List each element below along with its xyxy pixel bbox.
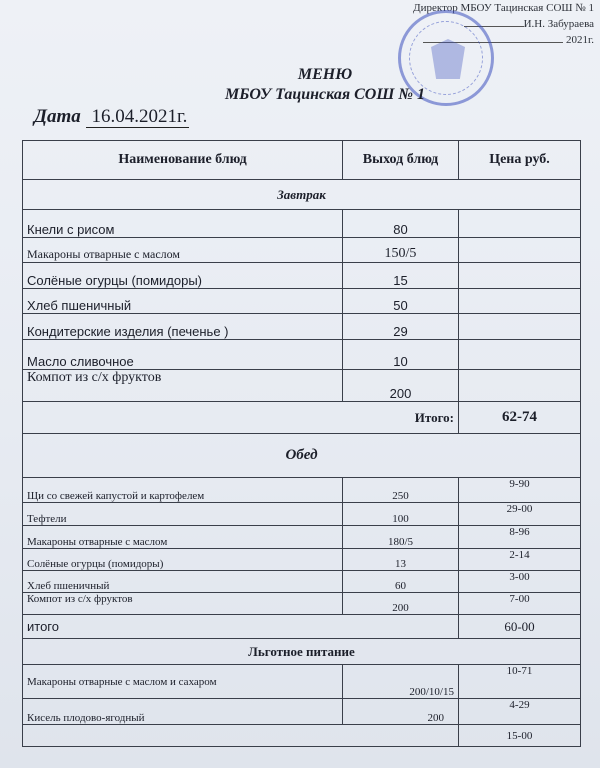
dish-name: Хлеб пшеничный xyxy=(23,289,343,314)
dish-name: Макароны отварные с маслом xyxy=(23,238,343,263)
section-row-breakfast xyxy=(23,180,581,210)
table-row xyxy=(23,571,581,593)
menu-table xyxy=(22,140,581,747)
dish-yield: 200 xyxy=(343,699,459,725)
dish-price xyxy=(459,289,581,314)
table-row xyxy=(23,526,581,549)
dish-name: Тефтели xyxy=(23,503,343,526)
date-value: 16.04.2021г. xyxy=(86,106,190,128)
table-row xyxy=(23,238,581,263)
dish-price: 10-71 xyxy=(459,665,581,699)
dish-price: 9-90 xyxy=(459,478,581,503)
dish-yield: 150/5 xyxy=(343,238,459,263)
dish-name: Солёные огурцы (помидоры) xyxy=(23,263,343,289)
dish-price: 2-14 xyxy=(459,549,581,571)
total-label: Итого: xyxy=(23,402,459,434)
table-row xyxy=(23,503,581,526)
dish-name: Компот из с/х фруктов xyxy=(23,593,343,615)
dish-yield: 60 xyxy=(343,571,459,593)
table-row xyxy=(23,593,581,615)
dish-yield: 50 xyxy=(343,289,459,314)
table-row xyxy=(23,370,581,402)
dish-name: Кондитерские изделия (печенье ) xyxy=(23,314,343,340)
table-row xyxy=(23,289,581,314)
dish-price xyxy=(459,370,581,402)
table-row xyxy=(23,314,581,340)
table-row xyxy=(23,263,581,289)
dish-yield: 15 xyxy=(343,263,459,289)
dish-yield: 200 xyxy=(343,593,459,615)
table-row xyxy=(23,340,581,370)
approval-year: 2021г. xyxy=(565,34,594,46)
section-title-lunch: Обед xyxy=(23,434,581,478)
section-title-breakfast: Завтрак xyxy=(23,180,581,210)
table-row xyxy=(23,210,581,238)
table-row xyxy=(23,549,581,571)
total-label: итого xyxy=(23,615,459,639)
total-row-lunch xyxy=(23,615,581,639)
dish-price xyxy=(459,263,581,289)
dish-yield: 180/5 xyxy=(343,526,459,549)
dish-yield: 200/10/15 xyxy=(343,665,459,699)
dish-price: 8-96 xyxy=(459,526,581,549)
dish-name: Компот из с/х фруктов xyxy=(23,370,343,402)
dish-price xyxy=(459,210,581,238)
dish-name: Хлеб пшеничный xyxy=(23,571,343,593)
column-header-name: Наименование блюд xyxy=(23,141,343,180)
column-header-yield: Выход блюд xyxy=(343,141,459,180)
section-row-lunch xyxy=(23,434,581,478)
dish-name: Макароны отварные с маслом и сахаром xyxy=(23,665,343,699)
dish-price: 7-00 xyxy=(459,593,581,615)
menu-title: МЕНЮ xyxy=(297,66,353,83)
total-row-benefit xyxy=(23,725,581,747)
dish-price xyxy=(459,340,581,370)
dish-name: Кнели с рисом xyxy=(23,210,343,238)
dish-name: Щи со свежей капустой и картофелем xyxy=(23,478,343,503)
dish-name: Солёные огурцы (помидоры) xyxy=(23,549,343,571)
total-row-breakfast xyxy=(23,402,581,434)
dish-price xyxy=(459,314,581,340)
approval-name: И.Н. Забураева xyxy=(523,18,594,30)
table-row xyxy=(23,699,581,725)
dish-yield: 200 xyxy=(343,370,459,402)
column-header-price: Цена руб. xyxy=(459,141,581,180)
approval-director: Директор МБОУ Тацинская СОШ № 1 xyxy=(413,2,594,14)
menu-date xyxy=(34,106,189,128)
school-name: МБОУ Тацинская СОШ № 1 xyxy=(225,86,425,103)
dish-yield: 10 xyxy=(343,340,459,370)
dish-yield: 100 xyxy=(343,503,459,526)
total-value: 15-00 xyxy=(459,725,581,747)
dish-yield: 250 xyxy=(343,478,459,503)
total-value: 62-74 xyxy=(459,402,581,434)
table-row xyxy=(23,665,581,699)
dish-name: Масло сливочное xyxy=(23,340,343,370)
dish-yield: 13 xyxy=(343,549,459,571)
dish-yield: 29 xyxy=(343,314,459,340)
table-header-row xyxy=(23,141,581,180)
table-row xyxy=(23,478,581,503)
dish-price: 29-00 xyxy=(459,503,581,526)
dish-price: 3-00 xyxy=(459,571,581,593)
section-title-benefit: Льготное питание xyxy=(23,639,581,665)
dish-yield: 80 xyxy=(343,210,459,238)
total-label xyxy=(23,725,459,747)
dish-price: 4-29 xyxy=(459,699,581,725)
total-value: 60-00 xyxy=(459,615,581,639)
dish-price xyxy=(459,238,581,263)
dish-name: Кисель плодово-ягодный xyxy=(23,699,343,725)
date-label: Дата xyxy=(34,106,81,127)
section-row-benefit xyxy=(23,639,581,665)
dish-name: Макароны отварные с маслом xyxy=(23,526,343,549)
